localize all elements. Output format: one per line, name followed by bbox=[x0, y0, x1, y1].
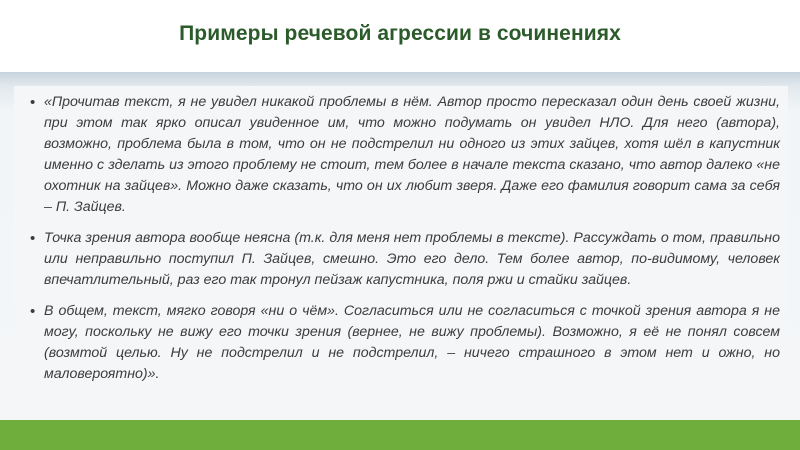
content-panel-inner bbox=[14, 86, 788, 412]
bullet-text: В общем, текст, мягко говоря «ни о чём». Согласиться или не согласиться с точкой зрения автора я не могу, поскольку не вижу его точки зрения (вернее, не вижу проблемы). Возможно, я её не понял совсем (возмтой целью. Ну не подстрелил и не подстрелил, – ничего страшного в этом нет и ожно, но маловероятно)». bbox=[44, 303, 780, 382]
bullet-text: «Прочитав текст, я не увидел никакой проблемы в нём. Автор просто пересказал один день своей жизни, при этом так ярко описал увиденное им, что можно подумать он увидел НЛО. Для него (автора), возможно, проблема была в том, что он не подстрелил ни одного из этих зайцев, хотя шёл в капустник именно с зделать из этого проблему не стоит, тем более в начале текста сказано, что автор далеко «не охотник на зайцев». Можно даже сказать, что он их любит зверя. Даже его фамилия говорит сама за себя – П. Зайцев. bbox=[44, 94, 780, 215]
bullet-marker: • bbox=[30, 303, 36, 320]
bullet-item-1 bbox=[14, 92, 788, 218]
bullet-item-3 bbox=[14, 301, 788, 385]
content-panel bbox=[0, 72, 800, 420]
bullet-text: Точка зрения автора вообще неясна (т.к. для меня нет проблемы в тексте). Рассуждать о том, правильно или неправильно поступил П. Зайцев, смешно. Это его дело. Тем более автор, по-видимому, человек впечатлительный, раз его так тронул пейзаж капустника, поля ржи и стайки зайцев. bbox=[44, 230, 780, 288]
bullet-marker: • bbox=[30, 94, 36, 111]
slide-title: Примеры речевой агрессии в сочинениях bbox=[179, 22, 621, 45]
footer-bar bbox=[0, 420, 800, 450]
bullet-item-2 bbox=[14, 228, 788, 291]
bullet-marker: • bbox=[30, 230, 36, 247]
bullet-list bbox=[14, 92, 788, 395]
